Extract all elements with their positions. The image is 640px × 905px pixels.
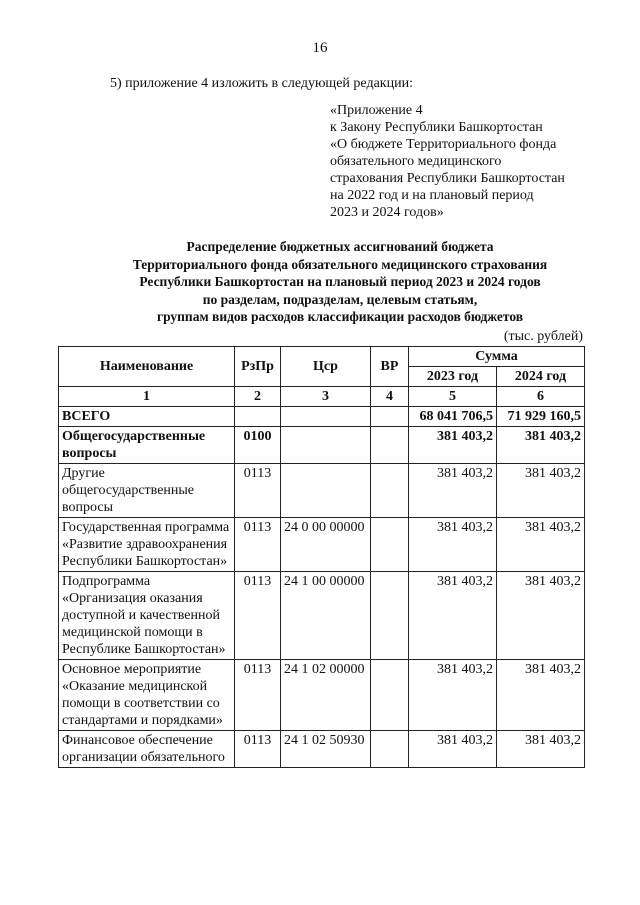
column-number: 4 xyxy=(371,387,409,407)
row-name: Финансовое обеспечение организации обязательного xyxy=(59,731,235,768)
column-number: 1 xyxy=(59,387,235,407)
row-vr xyxy=(371,427,409,464)
table-row xyxy=(59,407,585,427)
row-vr xyxy=(371,572,409,660)
intro-text: 5) приложение 4 изложить в следующей редакции: xyxy=(110,76,413,91)
row-sum-2023: 68 041 706,5 xyxy=(409,407,497,427)
row-csr: 24 1 00 00000 xyxy=(281,572,371,660)
row-sum-2024: 381 403,2 xyxy=(497,731,585,768)
heading-line: по разделам, подразделам, целевым статьям, xyxy=(202,291,478,307)
row-vr xyxy=(371,407,409,427)
appendix-line: к Закону Республики Башкортостан xyxy=(330,120,543,135)
row-sum-2024: 381 403,2 xyxy=(497,572,585,660)
page-number: 16 xyxy=(312,40,328,56)
appendix-line: страхования Республики Башкортостан xyxy=(330,171,565,186)
header-csr: Цср xyxy=(281,347,371,387)
row-name: Основное мероприятие «Оказание медицинской помощи в соответствии со стандартами и порядками» xyxy=(59,660,235,731)
row-rzpr: 0113 xyxy=(235,464,281,518)
header-vr: ВР xyxy=(371,347,409,387)
row-sum-2023: 381 403,2 xyxy=(409,464,497,518)
row-sum-2024: 381 403,2 xyxy=(497,464,585,518)
row-sum-2023: 381 403,2 xyxy=(409,731,497,768)
document-heading xyxy=(0,238,640,326)
row-sum-2023: 381 403,2 xyxy=(409,518,497,572)
header-name: Наименование xyxy=(59,347,235,387)
column-number-row xyxy=(59,387,585,407)
row-csr: 24 1 02 00000 xyxy=(281,660,371,731)
header-year-2023: 2023 год xyxy=(409,367,497,387)
appendix-line: «О бюджете Территориального фонда xyxy=(330,137,557,152)
table-row xyxy=(59,572,585,660)
column-number: 2 xyxy=(235,387,281,407)
column-number: 3 xyxy=(281,387,371,407)
appendix-line: обязательного медицинского xyxy=(330,154,502,169)
row-name: ВСЕГО xyxy=(59,407,235,427)
appendix-line: на 2022 год и на плановый период xyxy=(330,188,534,203)
column-number: 5 xyxy=(409,387,497,407)
table-row xyxy=(59,660,585,731)
row-csr xyxy=(281,407,371,427)
row-rzpr: 0100 xyxy=(235,427,281,464)
row-vr xyxy=(371,518,409,572)
table-row xyxy=(59,731,585,768)
row-csr xyxy=(281,427,371,464)
row-rzpr xyxy=(235,407,281,427)
header-year-2024: 2024 год xyxy=(497,367,585,387)
row-csr: 24 1 02 50930 xyxy=(281,731,371,768)
appendix-line: «Приложение 4 xyxy=(330,103,423,118)
row-sum-2023: 381 403,2 xyxy=(409,660,497,731)
budget-table xyxy=(58,346,585,768)
heading-line: Республики Башкортостан на плановый период 2023 и 2024 годов xyxy=(139,274,541,290)
row-sum-2024: 71 929 160,5 xyxy=(497,407,585,427)
heading-line: Распределение бюджетных ассигнований бюджета xyxy=(186,239,494,254)
units-note: (тыс. рублей) xyxy=(503,329,583,344)
row-sum-2023: 381 403,2 xyxy=(409,427,497,464)
row-name: Другие общегосударственные вопросы xyxy=(59,464,235,518)
appendix-reference xyxy=(330,102,620,221)
row-sum-2024: 381 403,2 xyxy=(497,660,585,731)
row-name: Государственная программа «Развитие здравоохранения Республики Башкортостан» xyxy=(59,518,235,572)
row-vr xyxy=(371,464,409,518)
row-rzpr: 0113 xyxy=(235,572,281,660)
row-name: Общегосударственные вопросы xyxy=(59,427,235,464)
header-rzpr: РзПр xyxy=(235,347,281,387)
row-rzpr: 0113 xyxy=(235,518,281,572)
row-name: Подпрограмма «Организация оказания доступной и качественной медицинской помощи в Республике Башкортостан» xyxy=(59,572,235,660)
row-csr xyxy=(281,464,371,518)
row-sum-2023: 381 403,2 xyxy=(409,572,497,660)
row-rzpr: 0113 xyxy=(235,660,281,731)
row-csr: 24 0 00 00000 xyxy=(281,518,371,572)
appendix-line: 2023 и 2024 годов» xyxy=(330,205,444,220)
heading-line: группам видов расходов классификации расходов бюджетов xyxy=(156,309,524,325)
table-row xyxy=(59,427,585,464)
header-sum: Сумма xyxy=(409,347,585,367)
table-row xyxy=(59,464,585,518)
table-header-row xyxy=(59,347,585,367)
column-number: 6 xyxy=(497,387,585,407)
table-row xyxy=(59,518,585,572)
row-vr xyxy=(371,660,409,731)
row-sum-2024: 381 403,2 xyxy=(497,427,585,464)
row-vr xyxy=(371,731,409,768)
row-sum-2024: 381 403,2 xyxy=(497,518,585,572)
row-rzpr: 0113 xyxy=(235,731,281,768)
heading-line: Территориального фонда обязательного медицинского страхования xyxy=(132,256,548,272)
